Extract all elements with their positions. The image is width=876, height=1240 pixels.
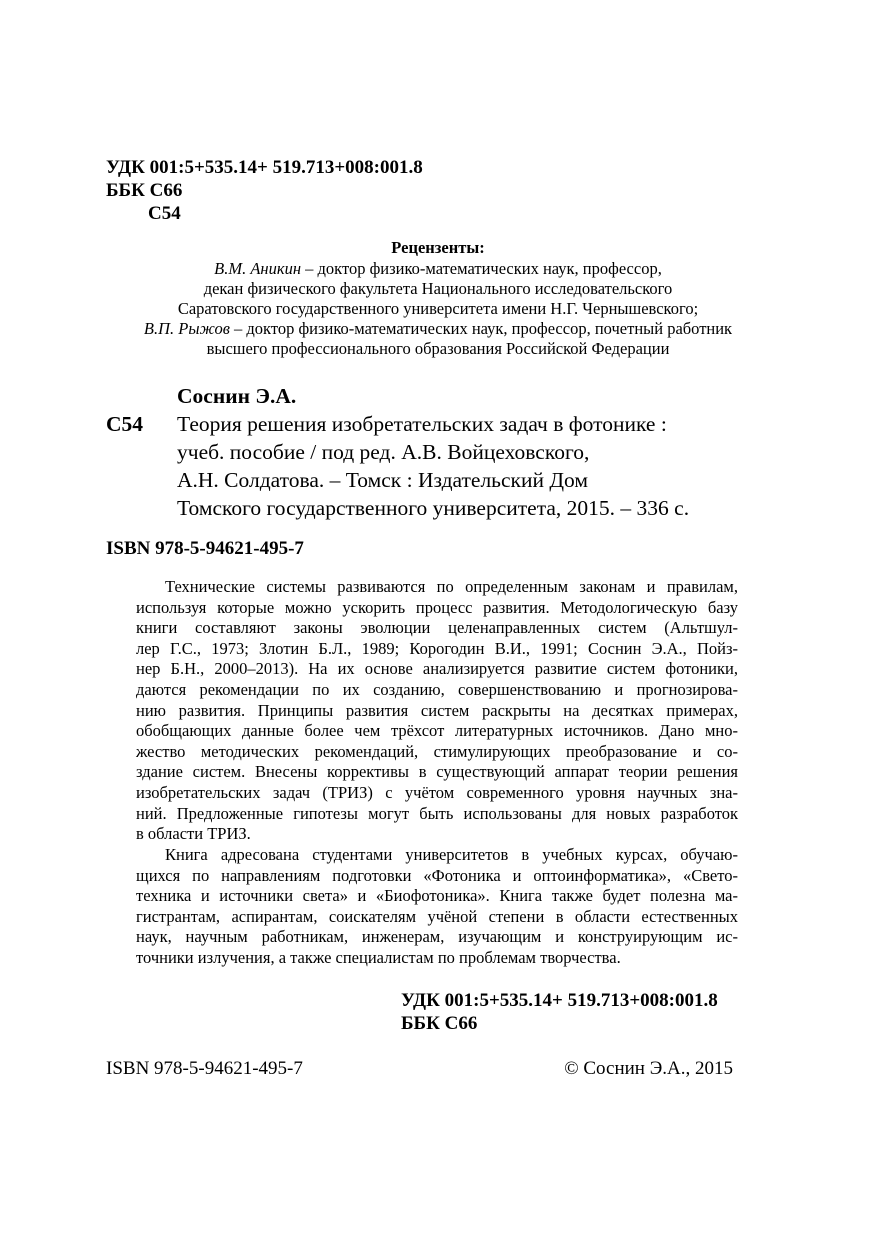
- footer-isbn: ISBN 978-5-94621-495-7: [106, 1058, 303, 1079]
- abstract-line: нию развития. Принципы развития систем раскрыты на десятках примерах,: [136, 700, 738, 720]
- abstract-line: даются рекомендации по их созданию, совершенствованию и прогнозирова-: [136, 679, 738, 699]
- copyright: © Соснин Э.А., 2015: [564, 1058, 733, 1079]
- abstract-line: техника и источники света» и «Биофотоника». Книга также будет полезна ма-: [136, 886, 738, 906]
- abstract-line: точники излучения, а также специалистам по проблемам творчества.: [136, 947, 621, 967]
- abstract-line: книги составляют законы эволюции целенаправленных систем (Альтшул-: [136, 618, 738, 638]
- reviewer-1-name: В.М. Аникин: [214, 259, 302, 278]
- reviewer-1-line-1: В.М. Аникин – доктор физико-математических наук, профессор,: [214, 259, 662, 278]
- footer-bbk-code: ББК С66: [401, 1013, 478, 1034]
- abstract-line: в области ТРИЗ.: [136, 824, 251, 844]
- isbn-bold: ISBN 978-5-94621-495-7: [106, 538, 304, 559]
- abstract-line: гистрантам, аспирантам, соискателям учёной степени в области естественных: [136, 906, 738, 926]
- author-mark: С54: [148, 203, 181, 224]
- bbk-code: ББК С66: [106, 180, 183, 201]
- abstract-line: ний. Предложенные гипотезы могут быть использованы для новых разработок: [136, 803, 738, 823]
- abstract-line: нер Б.Н., 2000–2013). На их основе анализируется развитие систем фотоники,: [136, 659, 738, 679]
- biblio-line-1: Теория решения изобретательских задач в фотонике :: [177, 412, 667, 436]
- abstract-line: жество методических рекомендаций, стимулирующих преобразование и со-: [136, 741, 738, 761]
- reviewer-1-line-3: Саратовского государственного университета имени Н.Г. Чернышевского;: [177, 299, 699, 318]
- abstract-line: Технические системы развиваются по определенным законам и правилам,: [165, 577, 738, 596]
- abstract-line: обобщающих данные более чем трёхсот литературных источников. Дано мно-: [136, 721, 738, 741]
- reviewer-2-line-1: В.П. Рыжов – доктор физико-математических наук, профессор, почетный работник: [143, 319, 733, 338]
- reviewer-2-line-2: высшего профессионального образования Российской Федерации: [206, 339, 670, 358]
- book-author: Соснин Э.А.: [177, 384, 297, 408]
- biblio-mark: С54: [106, 412, 144, 436]
- biblio-line-2: учеб. пособие / под ред. А.В. Войцеховского,: [177, 440, 590, 464]
- abstract-line: здание систем. Внесены коррективы в существующий аппарат теории решения: [136, 762, 738, 782]
- abstract-line: изобретательских задач (ТРИЗ) с учётом современного уровня научных зна-: [136, 782, 738, 802]
- reviewer-2-name: В.П. Рыжов: [143, 319, 230, 338]
- abstract-line: наук, научным работникам, инженерам, изучающим и конструирующим ис-: [136, 927, 738, 947]
- abstract-line: используя которые можно ускорить процесс развития. Методологическую базу: [136, 597, 738, 617]
- reviewer-1-line-2: декан физического факультета Национального исследовательского: [203, 279, 673, 298]
- biblio-line-3: А.Н. Солдатова. – Томск : Издательский Дом: [177, 468, 588, 492]
- abstract-line: щихся по направлениям подготовки «Фотоника и оптоинформатика», «Свето-: [136, 865, 738, 885]
- udk-code: УДК 001:5+535.14+ 519.713+008:001.8: [106, 157, 423, 178]
- biblio-line-4: Томского государственного университета, 2015. – 336 с.: [177, 496, 690, 520]
- abstract-line: лер Г.С., 1973; Злотин Б.Л., 1989; Корогодин В.И., 1991; Соснин Э.А., Пойз-: [136, 638, 738, 658]
- abstract-line: Книга адресована студентами университетов в учебных курсах, обучаю-: [165, 845, 738, 864]
- abstract-paragraph-1: [136, 577, 738, 845]
- abstract-paragraph-2: [136, 845, 738, 969]
- footer-udk-code: УДК 001:5+535.14+ 519.713+008:001.8: [401, 990, 718, 1011]
- reviewers-title: Рецензенты:: [391, 238, 485, 257]
